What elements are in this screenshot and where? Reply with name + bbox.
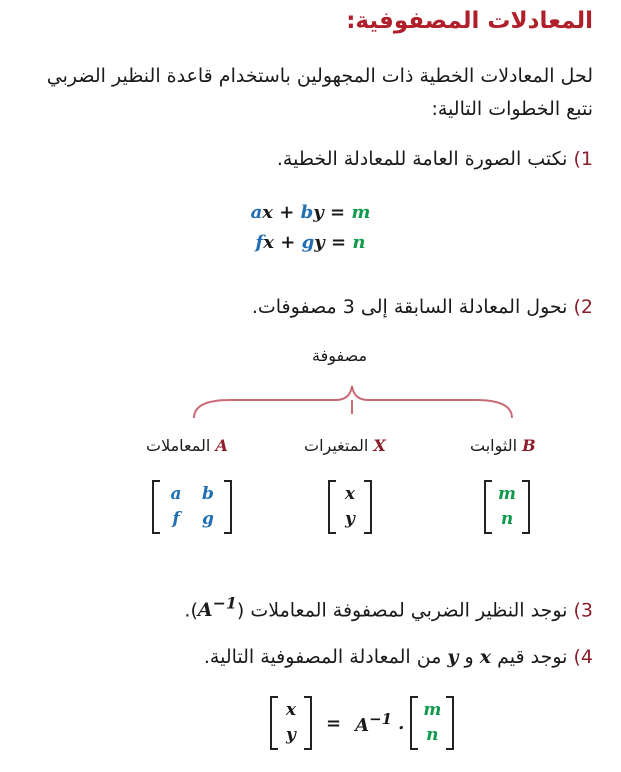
matrix-cell: g: [202, 509, 214, 529]
const-n: n: [352, 232, 366, 253]
matrix-label: مصفوفة: [312, 346, 368, 365]
intro-paragraph: لحل المعادلات الخطية ذات المجهولين باستخدام قاعدة النظير الضربي نتبع الخطوات التالية:: [46, 65, 593, 120]
inverse-exponent: −1: [369, 710, 393, 728]
inverse-base: A: [197, 599, 213, 622]
left-bracket: [152, 480, 160, 534]
matrix-cell: m: [498, 484, 516, 504]
label-text-coefficients: المعاملات: [146, 436, 211, 455]
coef-b: b: [300, 202, 314, 223]
equals-sign: =: [331, 232, 347, 253]
step-4-number: 4): [573, 646, 593, 668]
label-letter-b: B: [522, 436, 536, 455]
final-matrix-b-cells: [418, 696, 446, 750]
step-1-number: 1): [573, 148, 593, 170]
matrix-cell: b: [202, 484, 214, 504]
step-3-number: 3): [573, 599, 593, 622]
step-2: [252, 296, 593, 318]
coef-a: a: [250, 202, 263, 223]
step-3-text-after: ).: [184, 599, 198, 622]
left-bracket: [270, 696, 278, 750]
inverse-base: A: [355, 715, 370, 736]
equation-1: [0, 202, 621, 223]
final-equation: [270, 696, 454, 750]
plus-sign: +: [279, 202, 295, 223]
inverse-exponent: −1: [212, 594, 237, 613]
plus-sign: +: [280, 232, 296, 253]
step-4-text-b: من المعادلة المصفوفية التالية.: [203, 646, 448, 668]
right-bracket: [446, 696, 454, 750]
label-letter-a: A: [215, 436, 228, 455]
page-title: المعادلات المصفوفية:: [346, 8, 593, 34]
coef-g: g: [301, 232, 315, 253]
coef-f: f: [255, 232, 264, 253]
matrix-a-cells: [160, 480, 224, 534]
step-4-var-y: y: [447, 646, 459, 668]
matrix-cell: n: [426, 725, 439, 745]
left-bracket: [410, 696, 418, 750]
step-1: [277, 148, 593, 170]
var-y: y: [314, 232, 325, 253]
matrix-cell: x: [344, 484, 356, 504]
step-3-text-before: نوجد النظير الضربي لمصفوفة المعاملات (: [236, 599, 568, 622]
var-y: y: [313, 202, 324, 223]
equals-sign: =: [329, 202, 346, 223]
matrix-b: [484, 480, 530, 534]
curly-brace-icon: [190, 384, 520, 424]
final-matrix-b: [410, 696, 454, 750]
final-matrix-x: [270, 696, 312, 750]
left-bracket: [484, 480, 492, 534]
equation-2: [0, 232, 621, 253]
step-2-number: 2): [573, 296, 593, 318]
matrix-cell: m: [423, 700, 442, 720]
label-coefficients: [146, 436, 228, 455]
equals-sign: =: [326, 712, 342, 734]
matrix-a: [152, 480, 232, 534]
step-4-text-a: نوجد قيم: [491, 646, 568, 668]
matrix-x: [328, 480, 372, 534]
matrix-cell: n: [500, 509, 514, 529]
step-1-text: نكتب الصورة العامة للمعادلة الخطية.: [276, 148, 568, 170]
matrix-x-cells: [336, 480, 364, 534]
var-x: x: [263, 232, 274, 253]
label-text-constants: الثوابت: [470, 436, 518, 455]
matrix-cell: f: [172, 509, 180, 529]
left-bracket: [328, 480, 336, 534]
right-bracket: [304, 696, 312, 750]
step-3: [184, 594, 593, 621]
label-letter-x: X: [373, 436, 386, 455]
right-bracket: [224, 480, 232, 534]
inverse-matrix-a: [355, 710, 392, 736]
step-4-var-x: x: [479, 646, 492, 668]
final-matrix-x-cells: [278, 696, 304, 750]
label-variables: [304, 436, 386, 455]
const-m: m: [351, 202, 371, 223]
matrix-cell: x: [285, 700, 297, 720]
step-4-text-and: و: [458, 646, 480, 668]
label-constants: [470, 436, 536, 455]
dot-operator: .: [398, 712, 405, 734]
label-text-variables: المتغيرات: [304, 436, 369, 455]
matrix-cell: y: [286, 725, 296, 745]
matrix-cell: a: [170, 484, 182, 504]
matrix-cell: y: [345, 509, 355, 529]
step-2-text: نحول المعادلة السابقة إلى 3 مصفوفات.: [251, 296, 568, 318]
step-4: [204, 646, 593, 668]
inverse-notation: [197, 594, 237, 622]
matrix-b-cells: [492, 480, 522, 534]
right-bracket: [522, 480, 530, 534]
right-bracket: [364, 480, 372, 534]
var-x: x: [262, 202, 273, 223]
